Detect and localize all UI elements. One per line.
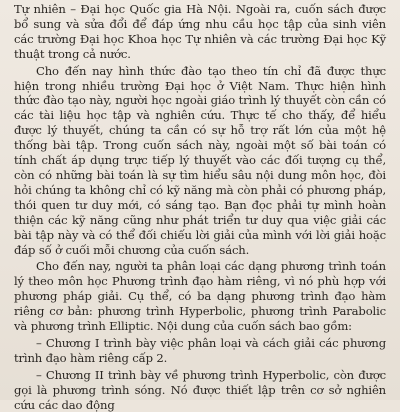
paragraph-credit-training: Cho đến nay hình thức đào tạo theo tín chỉ đã được thực hiện trong nhiều trường Đại học ở Việt Nam. Thực hiện hình thức đào tạo này, người học ngoài giáo trình lý thuyết còn cần có các tài liệu học tập và nghiên cứu. Thực tế cho thấy, để hiểu được lý thuyết, chúng ta cần có sự hỗ trợ rất lớn của một hệ thống bài tập. Trong cuốn sách này, ngoài một số bài toán có tính chất áp dụng trực tiếp lý thuyết vào các đối tượng cụ thể, còn có những bài toán là sự tìm hiểu sâu nội dung môn học, đòi hỏi chúng ta không chỉ có kỹ năng mà còn phải có phương pháp, thói quen tư duy mới, có sáng tạo. Bạn đọc phải tự mình hoàn thiện các kỹ năng cũng như phát triển tư duy qua việc giải các bài tập này và có thể đối chiếu lời giải của mình với lời giải hoặc đáp số ở cuối mỗi chương của cuốn sách. [14, 63, 386, 257]
paragraph-chapter-1: – Chương I trình bày việc phân loại và cách giải các phương trình đạo hàm riêng cấp 2. [14, 335, 386, 365]
paragraph-intro-continuation: Tự nhiên – Đại học Quốc gia Hà Nội. Ngoài ra, cuốn sách được bổ sung và sửa đổi để đáp ứng nhu cầu học tập của sinh viên các trường Đại học Khoa học Tự nhiên và các trường Đại học Kỹ thuật trong cả nước. [14, 2, 386, 61]
paragraph-classification: Cho đến nay, người ta phân loại các dạng phương trình toán lý theo môn học Phương trình đạo hàm riêng, vì nó phù hợp với phương pháp giải. Cụ thể, có ba dạng phương trình đạo hàm riêng cơ bản: phương trình Hyperbolic, phương trình Parabolic và phương trình Elliptic. Nội dung của cuốn sách bao gồm: [14, 259, 386, 334]
paragraph-chapter-2: – Chương II trình bày về phương trình Hyperbolic, còn được gọi là phương trình sóng. Nó được thiết lập trên cơ sở nghiên cứu các dao động [14, 367, 386, 412]
